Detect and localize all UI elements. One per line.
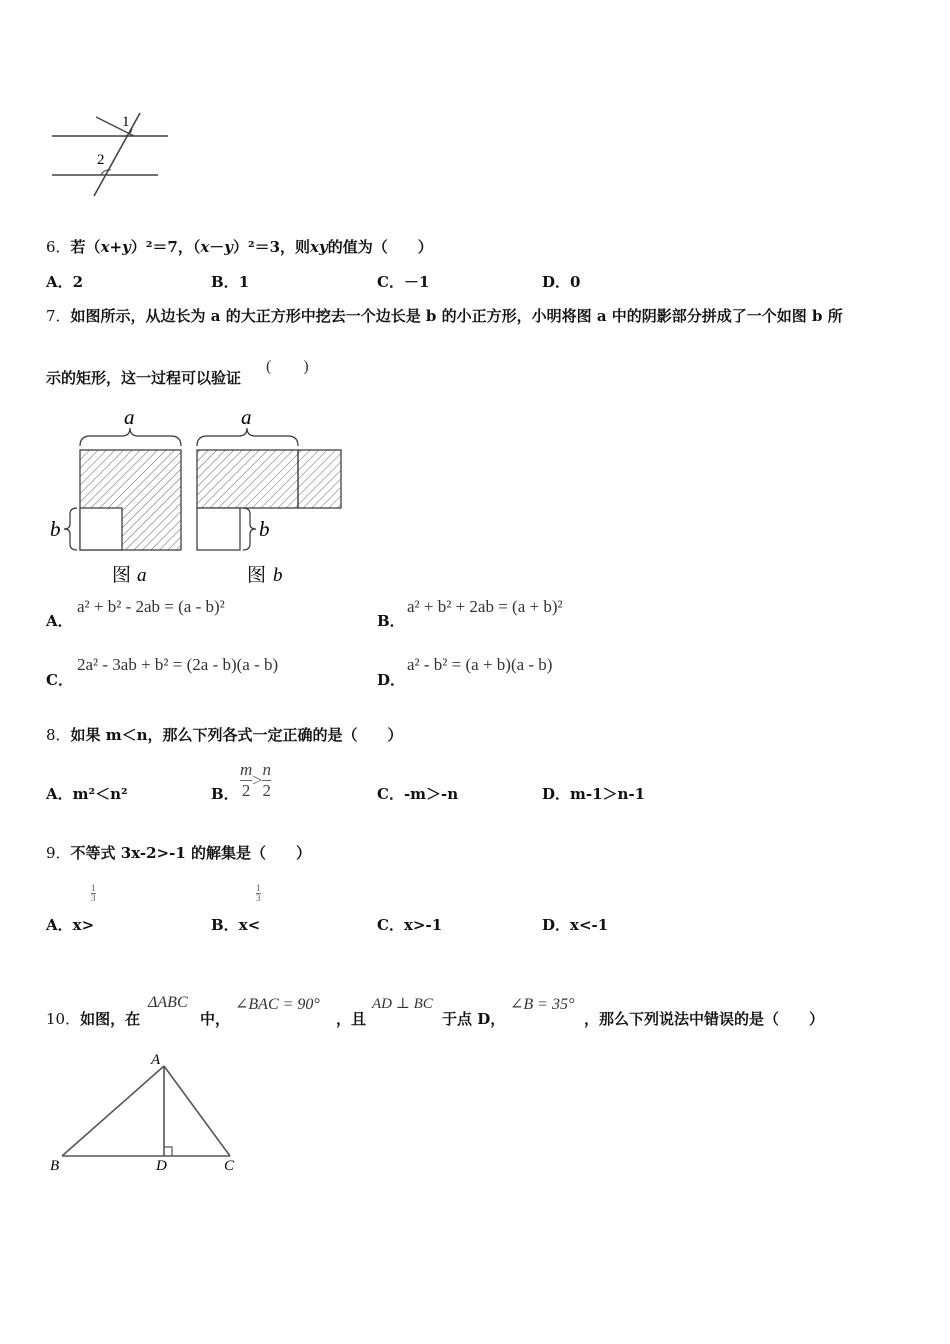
q10-text-2: 中， <box>200 1010 231 1028</box>
q7-option-c-formula: 2a² - 3ab + b² = (2a - b)(a - b) <box>77 655 279 674</box>
figure-b-rect-right <box>298 450 341 508</box>
q10-number-and-intro <box>46 1008 140 1029</box>
option-label: A． <box>46 273 73 291</box>
q8-option-b-label[interactable]: B． <box>211 785 239 803</box>
q6-text-c: ）²＝3，则 <box>233 238 311 256</box>
q7-option-b-formula: a² + b² + 2ab = (a + b)² <box>407 597 563 616</box>
q6-text-d: 的值为（ ） <box>327 238 433 256</box>
q7-line2: 示的矩形，这一过程可以验证 <box>46 369 242 387</box>
q9-option-a[interactable] <box>46 914 94 935</box>
q10-number: 10． <box>46 1010 81 1028</box>
frac-denominator: 2 <box>262 781 271 800</box>
segment-ac <box>164 1066 230 1156</box>
q9-option-a-fraction <box>91 884 96 903</box>
option-label: A． <box>46 916 73 934</box>
q8-frac-left <box>240 760 252 801</box>
q9-option-b[interactable] <box>211 914 260 935</box>
frac-denominator: 3 <box>91 893 96 903</box>
right-angle-mark <box>164 1147 172 1156</box>
square-rectangle-figure <box>46 400 356 590</box>
q8-option-a[interactable] <box>46 783 128 804</box>
figure-b-small-square <box>197 508 240 550</box>
vertex-b-label: B <box>50 1158 60 1174</box>
parallel-lines-figure <box>48 108 173 200</box>
q6-number: 6． <box>46 238 71 256</box>
figure-b <box>197 405 341 586</box>
q7-option-c-label[interactable]: C． <box>46 671 73 689</box>
q6-xy: xy <box>310 238 328 256</box>
q7-option-b-label[interactable]: B． <box>377 612 405 630</box>
segment-ab <box>62 1066 164 1156</box>
q8-option-b-expression <box>240 760 271 801</box>
option-value: 1 <box>238 273 250 291</box>
option-value: 0 <box>570 273 581 291</box>
figure-a-top-label: a <box>124 405 135 429</box>
frac-numerator: 1 <box>256 883 261 893</box>
figure-b-caption-cn: 图 <box>247 565 267 586</box>
frac-numerator: 1 <box>91 883 96 893</box>
figure-b-caption-var: b <box>273 565 283 586</box>
q9-text: 不等式 3x-2>-1 的解集是（ ） <box>70 844 312 862</box>
q6-option-a[interactable] <box>46 271 83 292</box>
q8-frac-right <box>262 760 271 801</box>
figure-b-side-brace <box>243 508 256 550</box>
q7-option-a-label[interactable]: A． <box>46 612 73 630</box>
q6-x2: x <box>200 238 210 256</box>
q8-option-d[interactable] <box>542 783 645 804</box>
vertex-c-label: C <box>224 1158 235 1174</box>
q6-minus: － <box>209 238 225 256</box>
option-label: C． <box>377 273 404 291</box>
q10-text-5: ，那么下列说法中错误的是（ ） <box>584 1010 825 1028</box>
q6-option-d[interactable] <box>542 271 580 292</box>
q9-number: 9． <box>46 844 71 862</box>
q7-line1: 如图所示，从边长为 a 的大正方形中挖去一个边长是 b 的小正方形，小明将图 a 中的阴影部分拼成了一个如图 b 所 <box>70 307 843 325</box>
option-value: x< <box>238 916 261 934</box>
q10-text-1: 如图，在 <box>80 1010 141 1028</box>
angle-2-label: 2 <box>97 152 105 168</box>
option-value: m²＜n² <box>72 785 128 803</box>
frac-denominator: 3 <box>256 893 261 903</box>
triangle-figure <box>46 1050 246 1175</box>
frac-numerator: n <box>262 760 271 779</box>
q10-math-triangle: ΔABC <box>148 994 188 1011</box>
option-label: A． <box>46 785 73 803</box>
q6-option-b[interactable] <box>211 271 249 292</box>
q7-paren: ( ) <box>266 358 309 375</box>
option-value: 2 <box>72 273 84 291</box>
figure-a-side-brace <box>64 508 77 550</box>
option-label: D． <box>542 785 571 803</box>
figure-a-side-label: b <box>50 517 61 541</box>
option-label: D． <box>542 273 571 291</box>
q6-text-b: ）²＝7，（ <box>130 238 201 256</box>
option-value: x> <box>72 916 95 934</box>
q10-math-perpendicular: AD ⊥ BC <box>372 996 433 1012</box>
q6-y2: y <box>224 238 234 256</box>
q9-stem <box>46 842 311 863</box>
q8-text: 如果 m＜n，那么下列各式一定正确的是（ ） <box>70 726 403 744</box>
q6-stem <box>46 236 433 257</box>
q8-relation: > <box>252 770 263 790</box>
q7-number: 7． <box>46 307 71 325</box>
q9-option-d[interactable] <box>542 914 608 935</box>
option-label: B． <box>211 916 239 934</box>
q6-y: y <box>122 238 131 256</box>
option-label: B． <box>211 273 239 291</box>
q10-text-4: 于点 D， <box>442 1010 506 1028</box>
figure-b-top-brace <box>197 428 298 446</box>
figure-a-caption-cn: 图 <box>112 565 132 586</box>
option-label: C． <box>377 785 404 803</box>
angle-1-label: 1 <box>122 114 130 130</box>
figure-b-top-label: a <box>241 405 252 429</box>
q9-option-b-fraction <box>256 884 261 903</box>
frac-numerator: m <box>240 760 253 779</box>
q7-option-d-label[interactable]: D． <box>377 671 406 689</box>
vertex-a-label: A <box>151 1052 161 1068</box>
point-d-label: D <box>156 1158 167 1174</box>
figure-b-side-label: b <box>259 517 270 541</box>
option-value: x>-1 <box>403 916 443 934</box>
option-value: x<-1 <box>570 916 609 934</box>
q10-math-angle-bac: ∠BAC = 90° <box>235 996 320 1013</box>
q8-option-c[interactable] <box>377 783 458 804</box>
q10-math-angle-b: ∠B = 35° <box>510 996 575 1013</box>
q9-option-c[interactable] <box>377 914 442 935</box>
q7-stem-line1 <box>46 305 843 326</box>
q8-stem <box>46 724 403 745</box>
q7-stem-line2 <box>46 367 241 388</box>
option-label: D． <box>542 916 571 934</box>
q6-option-c[interactable] <box>377 271 429 292</box>
q7-option-a-formula: a² + b² - 2ab = (a - b)² <box>77 597 225 616</box>
figure-a-small-square <box>80 508 122 550</box>
option-label: C． <box>377 916 404 934</box>
q8-number: 8． <box>46 726 71 744</box>
figure-a <box>50 405 181 586</box>
figure-a-top-brace <box>80 428 181 446</box>
q7-option-d-formula: a² - b² = (a + b)(a - b) <box>407 655 553 674</box>
option-value: －1 <box>403 273 430 291</box>
option-value: m-1＞n-1 <box>570 785 646 803</box>
figure-a-caption-var: a <box>137 565 147 586</box>
q10-text-3: ，且 <box>336 1010 367 1028</box>
q6-plus: + <box>109 238 123 256</box>
figure-b-rect-left <box>197 450 298 508</box>
frac-denominator: 2 <box>241 781 251 800</box>
q6-text-a: 若（ <box>70 238 101 256</box>
q6-x: x <box>100 238 110 256</box>
option-value: -m＞-n <box>403 785 459 803</box>
